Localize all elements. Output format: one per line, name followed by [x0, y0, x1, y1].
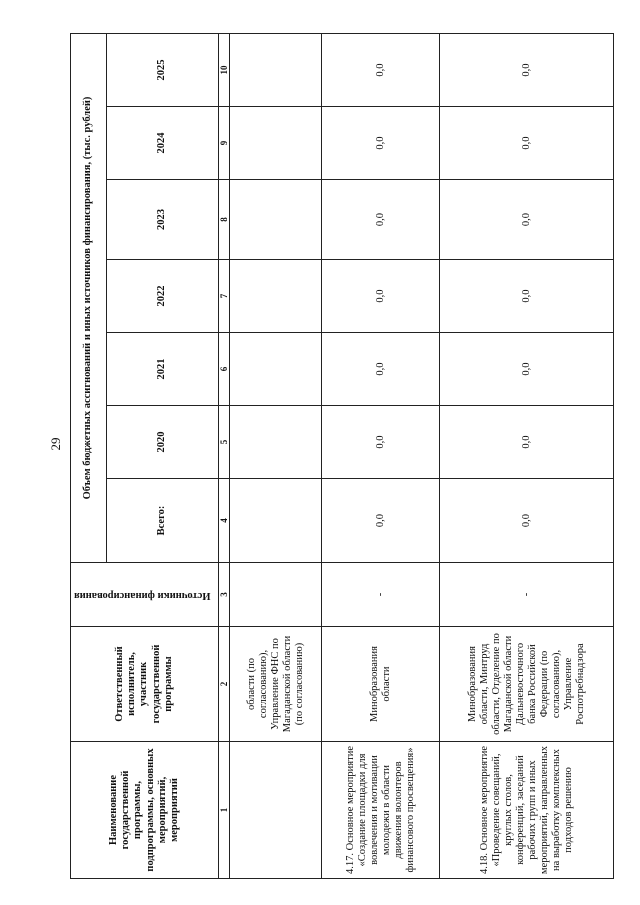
- column-number: 2: [219, 627, 230, 742]
- column-number: 6: [219, 333, 230, 406]
- row-value-2021: [230, 333, 322, 406]
- row-responsible: Минобразования области: [322, 627, 440, 742]
- row-name: 4.18. Основное мероприятие «Проведение совещаний, круглых столов, конференций, заседаний рабочих групп и иных мероприятий, направленных на выработку комплексных подходов решению: [440, 742, 614, 879]
- column-number: 1: [219, 742, 230, 879]
- row-source: -: [440, 563, 614, 627]
- row-value-2022: [230, 260, 322, 333]
- row-value-total: 0,0: [440, 479, 614, 563]
- header-year-2022: 2022: [107, 260, 219, 333]
- header-year-2023: 2023: [107, 180, 219, 260]
- row-value-2025: 0,0: [322, 34, 440, 107]
- column-number: 9: [219, 107, 230, 180]
- column-number: 5: [219, 406, 230, 479]
- header-responsible: Ответственный исполнитель, участник государственной программы: [71, 627, 219, 742]
- row-value-2024: [230, 107, 322, 180]
- row-value-2021: 0,0: [440, 333, 614, 406]
- header-total: Всего:: [107, 479, 219, 563]
- header-volume: Объем бюджетных ассигнований и иных источников финансирования, (тыс. рублей): [71, 34, 107, 563]
- row-value-2023: 0,0: [440, 180, 614, 260]
- row-value-2020: 0,0: [440, 406, 614, 479]
- table-row: [322, 34, 440, 879]
- row-value-2025: 0,0: [440, 34, 614, 107]
- table-row: [230, 34, 322, 879]
- table-row: [440, 34, 614, 879]
- row-value-2025: [230, 34, 322, 107]
- budget-table-container: [70, 34, 610, 879]
- header-name: Наименование государственной программы, подпрограммы, основных мероприятий, мероприятий: [71, 742, 219, 879]
- header-year-2024: 2024: [107, 107, 219, 180]
- column-number: 4: [219, 479, 230, 563]
- row-source: [230, 563, 322, 627]
- column-number: 3: [219, 563, 230, 627]
- row-value-2024: 0,0: [322, 107, 440, 180]
- header-year-2021: 2021: [107, 333, 219, 406]
- page-number: 29: [48, 437, 63, 451]
- row-value-2024: 0,0: [440, 107, 614, 180]
- header-source: Источники финансирования: [71, 563, 219, 627]
- budget-table: [70, 33, 614, 879]
- row-source: -: [322, 563, 440, 627]
- row-value-2020: [230, 406, 322, 479]
- row-value-2020: 0,0: [322, 406, 440, 479]
- row-value-2022: 0,0: [322, 260, 440, 333]
- row-value-2023: 0,0: [322, 180, 440, 260]
- row-responsible: Минобразования области, Минтруд области, Отделение по Магаданской области Дальневосточного банка Российской Федерации (по согласованию), Управление Роспотребнадзора: [440, 627, 614, 742]
- row-value-2021: 0,0: [322, 333, 440, 406]
- row-value-2022: 0,0: [440, 260, 614, 333]
- column-number: 10: [219, 34, 230, 107]
- row-value-2023: [230, 180, 322, 260]
- row-responsible: области (по согласованию), Управление ФНС по Магаданской области (по согласованию): [230, 627, 322, 742]
- column-number: 8: [219, 180, 230, 260]
- row-name: 4.17. Основное мероприятие «Создание площадки для вовлечения и мотивации молодежи в области движения волонтеров финансового просвещения»: [322, 742, 440, 879]
- header-year-2020: 2020: [107, 406, 219, 479]
- header-year-2025: 2025: [107, 34, 219, 107]
- row-name: [230, 742, 322, 879]
- row-value-total: [230, 479, 322, 563]
- row-value-total: 0,0: [322, 479, 440, 563]
- column-number: 7: [219, 260, 230, 333]
